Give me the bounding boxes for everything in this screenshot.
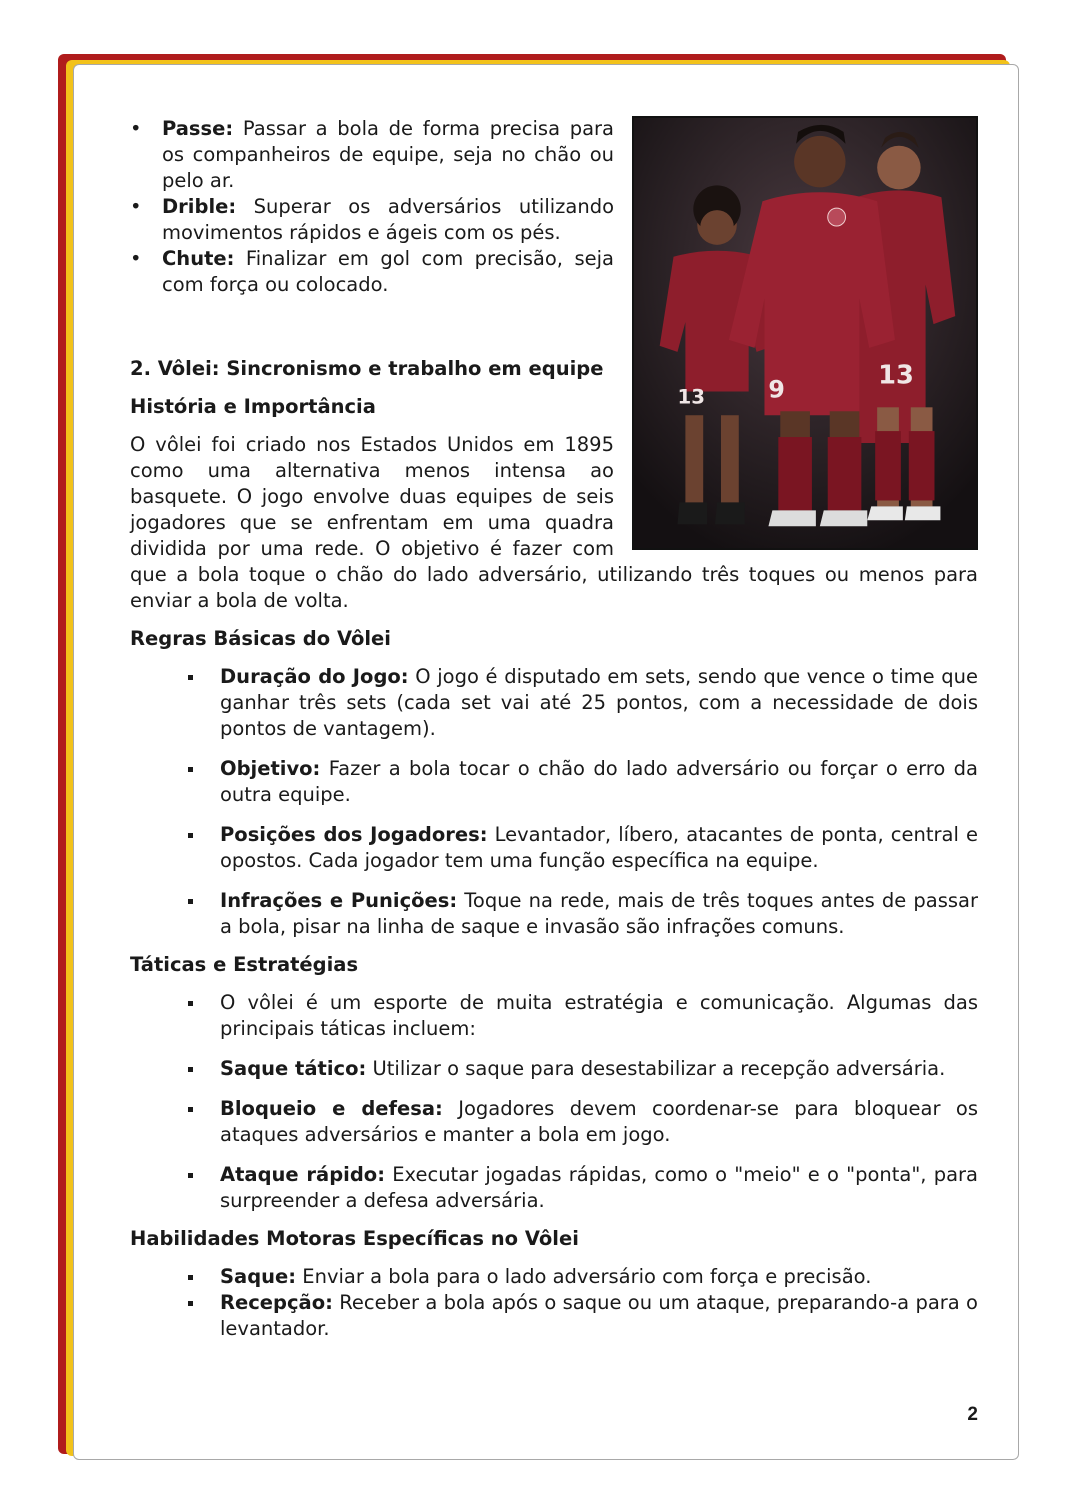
list-item: Duração do Jogo: O jogo é disputado em sets, sendo que vence o time que ganhar três sets (cada set vai até 25 pontos, com a necessidade de dois pontos de vantagem). (186, 664, 978, 742)
list-item: O vôlei é um esporte de muita estratégia e comunicação. Algumas das principais táticas incluem: (186, 990, 978, 1042)
tactics-heading: Táticas e Estratégias (130, 953, 359, 976)
football-skills-list (130, 116, 978, 298)
list-item: Objetivo: Fazer a bola tocar o chão do lado adversário ou forçar o erro da outra equipe. (186, 756, 978, 808)
list-item: Saque: Enviar a bola para o lado adversário com força e precisão. (186, 1264, 978, 1290)
list-item: Bloqueio e defesa: Jogadores devem coordenar-se para bloquear os ataques adversários e manter a bola em jogo. (186, 1096, 978, 1148)
motor-skills-heading: Habilidades Motoras Específicas no Vôlei (130, 1227, 579, 1250)
rules-heading: Regras Básicas do Vôlei (130, 627, 391, 650)
list-item: Infrações e Punições: Toque na rede, mais de três toques antes de passar a bola, pisar na linha de saque e invasão são infrações comuns. (186, 888, 978, 940)
list-item: Saque tático: Utilizar o saque para desestabilizar a recepção adversária. (186, 1056, 978, 1082)
history-heading: História e Importância (130, 395, 376, 418)
tactics-list (186, 990, 978, 1214)
list-item: Recepção: Receber a bola após o saque ou um ataque, preparando-a para o levantador. (186, 1290, 978, 1342)
rules-list (186, 664, 978, 940)
motor-skills-list (186, 1264, 978, 1342)
list-item: • Drible: Superar os adversários utilizando movimentos rápidos e ágeis com os pés. (130, 194, 978, 246)
page-number: 2 (967, 1404, 978, 1425)
list-item: • Chute: Finalizar em gol com precisão, seja com força ou colocado. (130, 246, 978, 298)
jersey-number-right: 13 (878, 360, 914, 391)
jersey-number-center: 9 (768, 375, 785, 404)
jersey-number-left: 13 (677, 385, 705, 409)
list-item: • Passe: Passar a bola de forma precisa para os companheiros de equipe, seja no chão ou pelo ar. (130, 116, 978, 194)
list-item: Ataque rápido: Executar jogadas rápidas, como o "meio" e o "ponta", para surpreender a defesa adversária. (186, 1162, 978, 1214)
history-paragraph: O vôlei foi criado nos Estados Unidos em 1895 como uma alternativa menos intensa ao basquete. O jogo envolve duas equipes de seis jogadores que se enfrentam em uma quadra dividida por uma rede. O objetivo é fazer com que a bola toque o chão do lado adversário, utilizando três toques ou menos para enviar a bola de volta. (130, 433, 978, 612)
list-item: Posições dos Jogadores: Levantador, líbero, atacantes de ponta, central e opostos. Cada jogador tem uma função específica na equipe. (186, 822, 978, 874)
section-title: 2. Vôlei: Sincronismo e trabalho em equipe (130, 357, 604, 380)
page-content (130, 116, 978, 1342)
